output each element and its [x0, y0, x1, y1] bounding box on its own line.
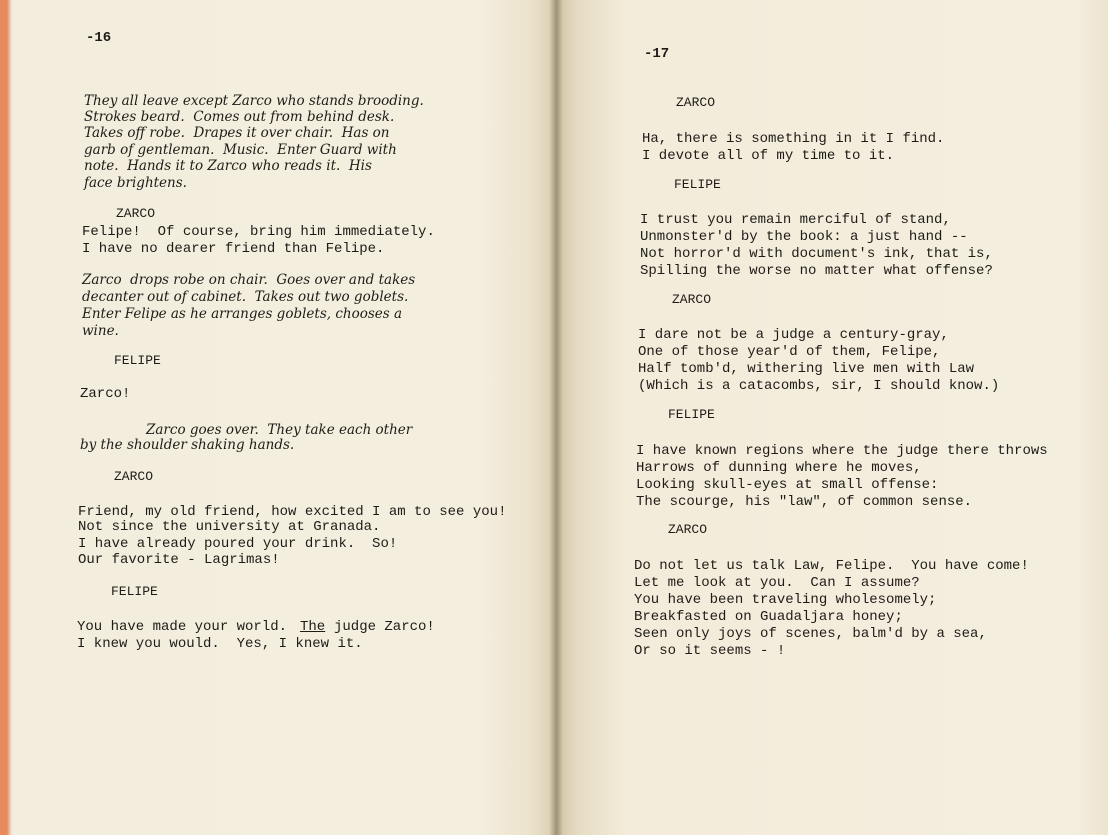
speaker-name: FELIPE [668, 407, 715, 422]
dialogue-line: Breakfasted on Guadaljara honey; [634, 609, 903, 625]
right-page [556, 0, 1108, 835]
dialogue-line: Half tomb'd, withering live men with Law [638, 361, 975, 377]
dialogue-line: Looking skull-eyes at small offense: [636, 477, 939, 493]
stage-direction-line: Takes off robe. Drapes it over chair. Has on [84, 125, 390, 141]
dialogue-line: I dare not be a judge a century-gray, [638, 327, 949, 343]
book-gutter [549, 0, 563, 835]
stage-direction-line: Strokes beard. Comes out from behind desk. [84, 109, 395, 125]
dialogue-line: Let me look at you. Can I assume? [634, 575, 920, 591]
speaker-name: ZARCO [668, 522, 708, 537]
dialogue-line: Not since the university at Granada. [78, 519, 381, 535]
underlined-word: The [300, 619, 326, 635]
dialogue-line: I have already poured your drink. So! [78, 536, 398, 552]
stage-direction-line: by the shoulder shaking hands. [80, 437, 295, 453]
dialogue-line: You have made your world. [77, 619, 288, 635]
stage-direction-line: Zarco goes over. They take each other [146, 422, 413, 438]
speaker-name: ZARCO [114, 469, 154, 484]
speaker-name: FELIPE [674, 177, 721, 192]
stage-direction-line: note. Hands it to Zarco who reads it. His [84, 158, 372, 174]
speaker-name: FELIPE [111, 584, 158, 599]
stage-direction-line: garb of gentleman. Music. Enter Guard with [84, 142, 397, 158]
page-number: -16 [86, 30, 112, 46]
speaker-name: ZARCO [116, 206, 156, 221]
dialogue-line: You have been traveling wholesomely; [634, 592, 937, 608]
speaker-name: ZARCO [672, 292, 712, 307]
dialogue-line: I have known regions where the judge there throws [636, 443, 1048, 459]
speaker-name: ZARCO [676, 95, 716, 110]
dialogue-line: Do not let us talk Law, Felipe. You have come! [634, 558, 1029, 574]
dialogue-line: (Which is a catacombs, sir, I should know.) [638, 378, 1000, 394]
stage-direction-line: Zarco drops robe on chair. Goes over and takes [82, 272, 416, 288]
dialogue-line: I have no dearer friend than Felipe. [82, 241, 385, 257]
dialogue-line: Seen only joys of scenes, balm'd by a sea, [634, 626, 987, 642]
dialogue-line: Unmonster'd by the book: a just hand -- [640, 229, 968, 245]
stage-direction-line: They all leave except Zarco who stands brooding. [84, 93, 424, 109]
dialogue-line: Harrows of dunning where he moves, [636, 460, 922, 476]
dialogue-line: Not horror'd with document's ink, that is, [640, 246, 993, 262]
dialogue-line: Felipe! Of course, bring him immediately. [82, 224, 435, 240]
dialogue-line: Zarco! [80, 386, 131, 402]
stage-direction-line: face brightens. [84, 175, 187, 191]
dialogue-line: judge Zarco! [334, 619, 435, 635]
speaker-name: FELIPE [114, 353, 161, 368]
dialogue-line: I trust you remain merciful of stand, [640, 212, 951, 228]
dialogue-line: Friend, my old friend, how excited I am to see you! [78, 504, 507, 520]
dialogue-line: Spilling the worse no matter what offense? [640, 263, 993, 279]
dialogue-line: One of those year'd of them, Felipe, [638, 344, 941, 360]
page-number: -17 [644, 46, 670, 62]
stage-direction-line: wine. [82, 323, 119, 339]
dialogue-line: Ha, there is something in it I find. [642, 131, 945, 147]
dialogue-line: I devote all of my time to it. [642, 148, 895, 164]
stage-direction-line: decanter out of cabinet. Takes out two goblets. [82, 289, 409, 305]
dialogue-line: Or so it seems - ! [634, 643, 786, 659]
dialogue-line: Our favorite - Lagrimas! [78, 552, 280, 568]
dialogue-line: The scourge, his "law", of common sense. [636, 494, 973, 510]
stage-direction-line: Enter Felipe as he arranges goblets, chooses a [82, 306, 403, 322]
dialogue-line: I knew you would. Yes, I knew it. [77, 636, 363, 652]
